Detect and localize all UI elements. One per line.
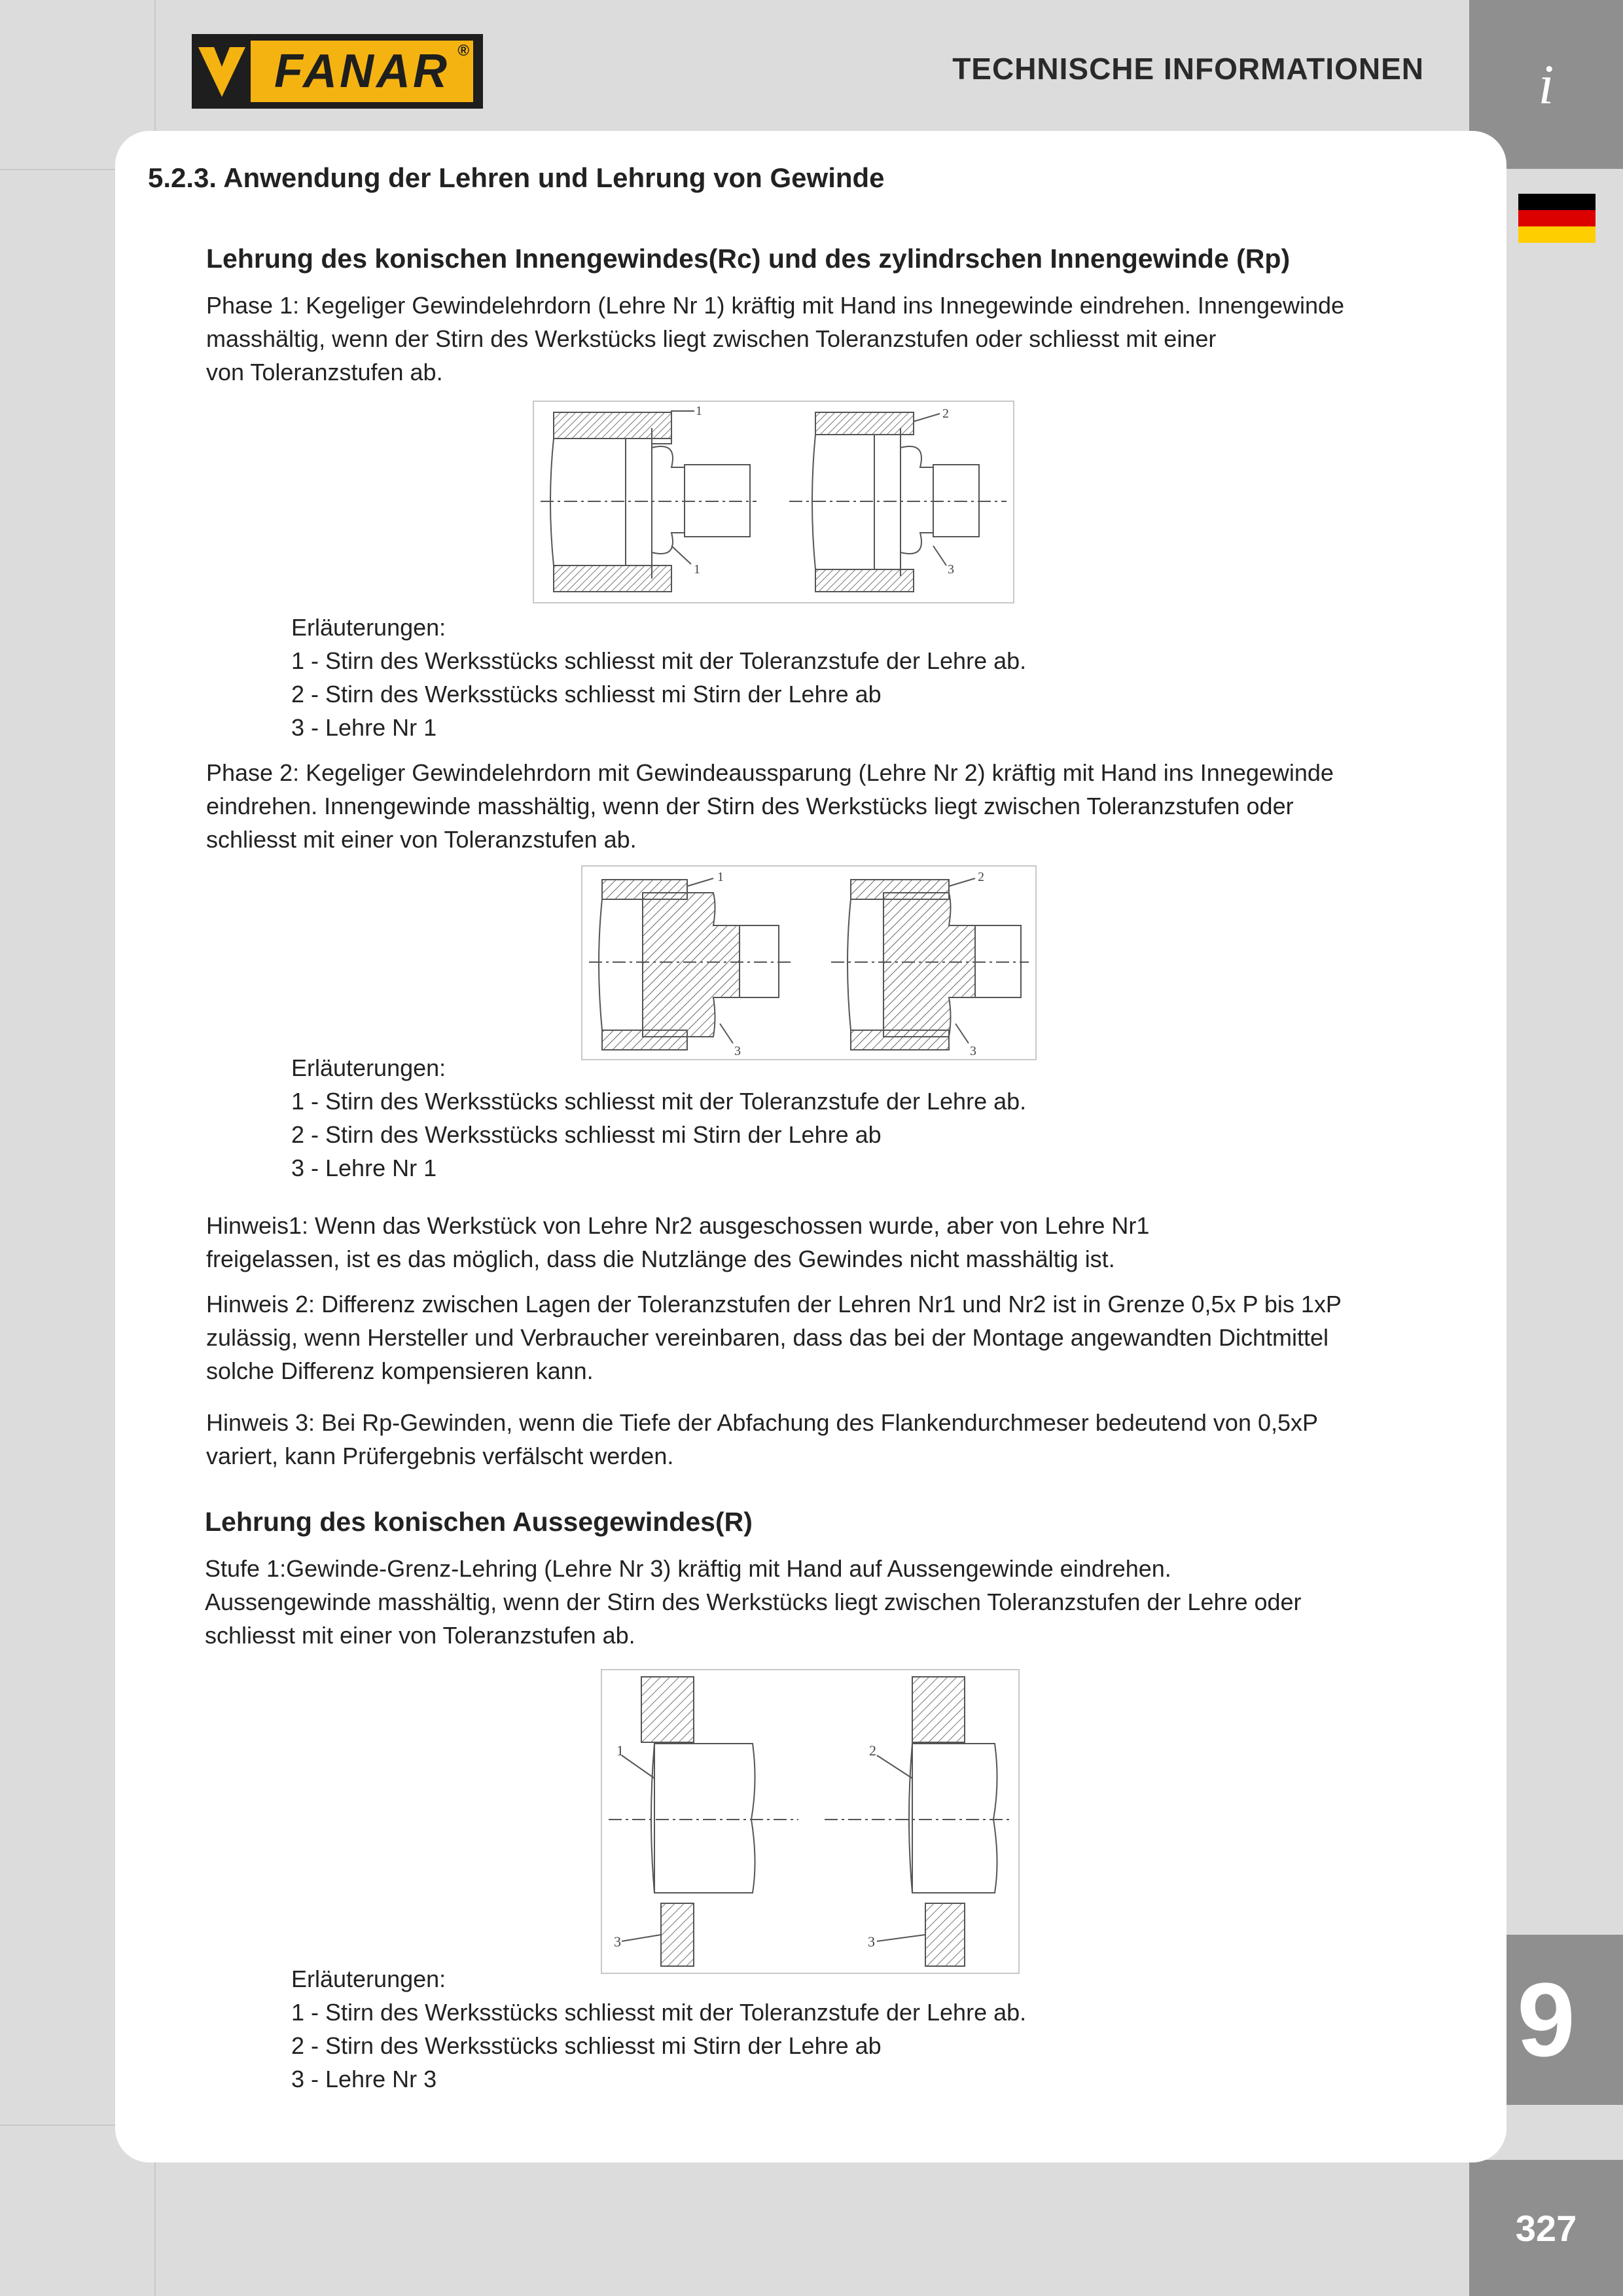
legend-line: 1 - Stirn des Werksstücks schliesst mit der Toleranzstufe der Lehre ab. [291,647,1027,674]
german-flag-icon[interactable] [1518,194,1596,243]
callout-label: 3 [948,562,954,577]
logo-v-icon [198,45,245,98]
legend-line: 3 - Lehre Nr 3 [291,2066,437,2092]
note-line: zulässig, wenn Hersteller und Verbraucher vereinbaren, dass das bei der Montage angewandten Dichtmittel [206,1324,1329,1351]
callout-label: 2 [869,1742,876,1759]
note-line: variert, kann Prüfergebnis verfälscht werden. [206,1443,674,1469]
page-number: 327 [1469,2160,1623,2296]
legend-line: 1 - Stirn des Werksstücks schliesst mit der Toleranzstufe der Lehre ab. [291,1088,1027,1115]
figure-internal-thread-phase1 [533,401,1014,603]
callout-label: 3 [970,1044,976,1058]
legend-line: 2 - Stirn des Werksstücks schliesst mi Stirn der Lehre ab [291,1121,882,1148]
phase1-line: Phase 1: Kegeliger Gewindelehrdorn (Lehre Nr 1) kräftig mit Hand ins Innegewinde eindrehen. Innengewinde [206,292,1345,319]
legend-line: 2 - Stirn des Werksstücks schliesst mi Stirn der Lehre ab [291,681,882,708]
note-line: Hinweis1: Wenn das Werkstück von Lehre Nr2 ausgeschossen wurde, aber von Lehre Nr1 [206,1212,1150,1239]
callout-label: 1 [616,1742,624,1759]
callout-label: 1 [717,870,724,884]
subsection-title: Lehrung des konischen Innengewindes(Rc) und des zylindrschen Innengewinde (Rp) [206,243,1291,274]
chapter-tab[interactable]: 9 [1469,1935,1623,2105]
callout-label: 3 [614,1933,621,1950]
note-line: freigelassen, ist es das möglich, dass die Nutzlänge des Gewindes nicht masshältig ist. [206,1246,1115,1272]
brand-wordmark: FANAR [274,45,450,98]
subsection-title: Lehrung des konischen Aussegewindes(R) [205,1507,753,1537]
legend-line: 3 - Lehre Nr 1 [291,1155,437,1181]
figure-external-thread [601,1669,1020,1974]
callout-label: 2 [978,870,984,884]
callout-label: 2 [942,406,949,421]
figure-internal-thread-phase2 [581,865,1037,1060]
phase2-line: eindrehen. Innengewinde masshältig, wenn der Stirn des Werkstücks liegt zwischen Toleranzstufen oder [206,793,1294,819]
callout-label: 3 [868,1933,875,1950]
info-icon: i [1538,53,1554,116]
legend-line: Erläuterungen: [291,614,446,641]
stufe1-line: Stufe 1:Gewinde-Grenz-Lehring (Lehre Nr 3) kräftig mit Hand auf Aussengewinde eindrehen. [205,1555,1171,1582]
legend-line: Erläuterungen: [291,1054,446,1081]
section-title: 5.2.3. Anwendung der Lehren und Lehrung von Gewinde [148,162,885,193]
stufe1-line: Aussengewinde masshältig, wenn der Stirn des Werkstücks liegt zwischen Toleranzstufen der Lehre oder [205,1588,1302,1615]
phase2-line: schliesst mit einer von Toleranzstufen ab. [206,826,637,853]
legend-line: 2 - Stirn des Werksstücks schliesst mi Stirn der Lehre ab [291,2032,882,2059]
legend-line: 1 - Stirn des Werksstücks schliesst mit der Toleranzstufe der Lehre ab. [291,1999,1027,2026]
registered-mark: ® [457,42,469,60]
callout-label: 1 [696,404,702,418]
callout-label: 3 [734,1044,741,1058]
legend-line: Erläuterungen: [291,1965,446,1992]
note-line: Hinweis 3: Bei Rp-Gewinden, wenn die Tiefe der Abfachung des Flankendurchmeser bedeutend von 0,5xP [206,1409,1319,1436]
phase1-line: masshältig, wenn der Stirn des Werkstücks liegt zwischen Toleranzstufen oder schliesst mit einer [206,325,1217,352]
note-line: Hinweis 2: Differenz zwischen Lagen der Toleranzstufen der Lehren Nr1 und Nr2 ist in Grenze 0,5x P bis 1xP [206,1291,1342,1318]
brand-logo [192,34,483,109]
callout-label: 1 [694,562,700,577]
phase1-line: von Toleranzstufen ab. [206,359,443,386]
note-line: solche Differenz kompensieren kann. [206,1357,594,1384]
stufe1-line: schliesst mit einer von Toleranzstufen ab. [205,1622,635,1649]
header-title: TECHNISCHE INFORMATIONEN [952,52,1424,86]
phase2-line: Phase 2: Kegeliger Gewindelehrdorn mit Gewindeaussparung (Lehre Nr 2) kräftig mit Hand ins Innegewinde [206,759,1334,786]
legend-line: 3 - Lehre Nr 1 [291,714,437,741]
